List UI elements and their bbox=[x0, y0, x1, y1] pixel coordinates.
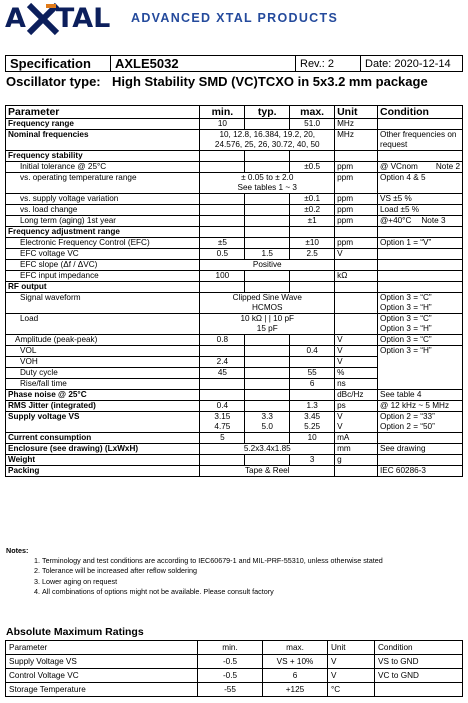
cell: Frequency range bbox=[6, 119, 200, 130]
cell: VS + 10% bbox=[263, 655, 328, 669]
cell: Enclosure (see drawing) (LxWxH) bbox=[6, 444, 200, 455]
cell bbox=[200, 130, 335, 151]
cell bbox=[335, 227, 378, 238]
note-item: 3. Lower aging on request bbox=[42, 577, 383, 587]
table-row bbox=[6, 216, 463, 227]
cell: 2.4 bbox=[200, 357, 245, 368]
cell: See table 4 bbox=[377, 390, 462, 401]
cell bbox=[200, 282, 245, 293]
cell: 45 bbox=[200, 368, 245, 379]
cell: RF output bbox=[6, 282, 200, 293]
cell-line: 10, 12.8, 16.384, 19.2, 20, bbox=[219, 130, 316, 139]
cell: kΩ bbox=[335, 271, 378, 282]
cell: EFC input impedance bbox=[6, 271, 200, 282]
cell: V bbox=[335, 346, 378, 357]
cell: RMS Jitter (integrated) bbox=[6, 401, 200, 412]
cell: EFC slope (Δf / ΔVC) bbox=[6, 260, 200, 271]
table-row bbox=[6, 293, 463, 314]
cell-text: Note 3 bbox=[421, 216, 446, 225]
cell: Frequency stability bbox=[6, 151, 200, 162]
parameter-table bbox=[5, 105, 463, 477]
cell: ppm bbox=[335, 205, 378, 216]
cell bbox=[375, 683, 463, 697]
cell bbox=[200, 216, 245, 227]
cell: 0.8 bbox=[200, 335, 245, 346]
revision: Rev.: 2 bbox=[296, 56, 361, 72]
table-row bbox=[6, 390, 463, 401]
note-item: 4. All combinations of options might not be available. Please consult factory bbox=[42, 587, 383, 597]
cell: 51.0 bbox=[290, 119, 335, 130]
cell: ±0.2 bbox=[290, 205, 335, 216]
cell-line: See tables 1 ~ 3 bbox=[237, 183, 297, 192]
cell: 55 bbox=[290, 368, 335, 379]
cell: Weight bbox=[6, 455, 200, 466]
cell: 5.2x3.4x1.85 bbox=[200, 444, 335, 455]
header-unit: Unit bbox=[335, 106, 378, 119]
header-max: max. bbox=[290, 106, 335, 119]
note-item: 1. Terminology and test conditions are according to IEC60679-1 and MIL-PRF-55310, unless otherwise stated bbox=[42, 556, 383, 566]
notes-title: Notes: bbox=[6, 546, 29, 555]
cell bbox=[245, 401, 290, 412]
cell-line: V bbox=[337, 412, 343, 421]
cell: vs. supply voltage variation bbox=[6, 194, 200, 205]
cell: % bbox=[335, 368, 378, 379]
cell: 10 bbox=[200, 119, 245, 130]
amr-row bbox=[6, 669, 463, 683]
cell: +125 bbox=[263, 683, 328, 697]
cell: Packing bbox=[6, 466, 200, 477]
cell-line: 5.0 bbox=[261, 422, 273, 431]
cell bbox=[200, 412, 245, 433]
cell: VC to GND bbox=[375, 669, 463, 683]
cell bbox=[245, 205, 290, 216]
cell bbox=[200, 227, 245, 238]
cell bbox=[245, 368, 290, 379]
cell bbox=[200, 390, 245, 401]
cell bbox=[377, 260, 462, 271]
cell: 10 bbox=[290, 433, 335, 444]
amr-table bbox=[5, 640, 463, 697]
cell-line: Option 3 = “C” bbox=[379, 314, 432, 323]
cell: 3 bbox=[290, 455, 335, 466]
cell-line: Option 3 = “H” bbox=[379, 303, 432, 312]
cell: V bbox=[328, 669, 375, 683]
amr-title: Absolute Maximum Ratings bbox=[6, 626, 144, 638]
table-row bbox=[6, 162, 463, 173]
cell: Tape & Reel bbox=[200, 466, 335, 477]
cell bbox=[245, 346, 290, 357]
cell: vs. operating temperature range bbox=[6, 173, 200, 194]
cell bbox=[245, 455, 290, 466]
cell: 2.5 bbox=[290, 249, 335, 260]
cell: 100 bbox=[200, 271, 245, 282]
cell bbox=[377, 151, 462, 162]
cell: Electronic Frequency Control (EFC) bbox=[6, 238, 200, 249]
table-row bbox=[6, 119, 463, 130]
cell: @ 12 kHz ~ 5 MHz bbox=[377, 401, 462, 412]
cell: 0.4 bbox=[200, 401, 245, 412]
cell bbox=[335, 466, 378, 477]
cell bbox=[377, 119, 462, 130]
cell bbox=[200, 379, 245, 390]
cell: ±10 bbox=[290, 238, 335, 249]
cell: Positive bbox=[200, 260, 335, 271]
cell: VS to GND bbox=[375, 655, 463, 669]
table-row bbox=[6, 260, 463, 271]
cell-line: Other frequencies on bbox=[379, 130, 457, 139]
cell bbox=[245, 335, 290, 346]
cell bbox=[377, 314, 462, 335]
cell: 6 bbox=[290, 379, 335, 390]
cell-line: Clipped Sine Wave bbox=[232, 293, 302, 302]
cell: mA bbox=[335, 433, 378, 444]
cell: ppm bbox=[335, 238, 378, 249]
cell-line: 3.3 bbox=[261, 412, 273, 421]
cell: MHz bbox=[335, 130, 378, 151]
cell: 0.4 bbox=[290, 346, 335, 357]
cell: ppm bbox=[335, 194, 378, 205]
amr-header: Condition bbox=[375, 641, 463, 655]
cell-text: @ VCnom bbox=[379, 162, 418, 171]
cell: Load bbox=[6, 314, 200, 335]
cell bbox=[377, 412, 462, 433]
oscillator-type-value: High Stability SMD (VC)TCXO in 5x3.2 mm package bbox=[112, 74, 428, 89]
cell bbox=[245, 194, 290, 205]
cell bbox=[335, 293, 378, 314]
cell: ns bbox=[335, 379, 378, 390]
cell bbox=[335, 151, 378, 162]
cell bbox=[290, 390, 335, 401]
cell: ±0.1 bbox=[290, 194, 335, 205]
header-condition: Condition bbox=[377, 106, 462, 119]
cell: ppm bbox=[335, 216, 378, 227]
cell bbox=[290, 227, 335, 238]
cell-line: 15 pF bbox=[256, 324, 278, 333]
cell-line: 4.75 bbox=[214, 422, 231, 431]
cell: Load ±5 % bbox=[377, 205, 462, 216]
cell: Initial tolerance @ 25°C bbox=[6, 162, 200, 173]
oscillator-type bbox=[6, 74, 428, 89]
cell-line: 3.15 bbox=[214, 412, 231, 421]
section-row bbox=[6, 151, 463, 162]
cell-line: V bbox=[337, 422, 343, 431]
cell: Storage Temperature bbox=[6, 683, 198, 697]
cell bbox=[377, 271, 462, 282]
table-row bbox=[6, 249, 463, 260]
cell-line: 24.576, 25, 26, 30.72, 40, 50 bbox=[214, 140, 320, 149]
cell bbox=[245, 216, 290, 227]
date: Date: 2020-12-14 bbox=[361, 56, 463, 72]
cell: Signal waveform bbox=[6, 293, 200, 314]
note-item: 2. Tolerance will be increased after reflow soldering bbox=[42, 566, 383, 576]
table-row bbox=[6, 130, 463, 151]
cell-line: ± 0.05 to ± 2.0 bbox=[241, 173, 294, 182]
header-parameter: Parameter bbox=[6, 106, 200, 119]
table-row bbox=[6, 173, 463, 194]
amr-header: min. bbox=[198, 641, 263, 655]
cell bbox=[245, 151, 290, 162]
cell: IEC 60286-3 bbox=[377, 466, 462, 477]
table-row bbox=[6, 335, 463, 346]
table-row bbox=[6, 433, 463, 444]
cell-line: request bbox=[379, 140, 408, 149]
cell: Frequency adjustment range bbox=[6, 227, 200, 238]
cell: Current consumption bbox=[6, 433, 200, 444]
table-row bbox=[6, 205, 463, 216]
cell: Long term (aging) 1st year bbox=[6, 216, 200, 227]
cell: °C bbox=[328, 683, 375, 697]
cell bbox=[200, 346, 245, 357]
part-number: AXLE5032 bbox=[111, 56, 296, 72]
cell bbox=[245, 433, 290, 444]
cell: ppm bbox=[335, 162, 378, 173]
cell-line: HCMOS bbox=[252, 303, 283, 312]
cell bbox=[377, 293, 462, 314]
cell bbox=[377, 216, 462, 227]
cell: 0.5 bbox=[200, 249, 245, 260]
cell bbox=[335, 412, 378, 433]
cell: ±0.5 bbox=[290, 162, 335, 173]
cell: Option 3 = “H” bbox=[377, 346, 462, 390]
amr-header: max. bbox=[263, 641, 328, 655]
cell: 1.5 bbox=[245, 249, 290, 260]
table-row bbox=[6, 401, 463, 412]
spec-label: Specification bbox=[6, 56, 111, 72]
cell: -0.5 bbox=[198, 655, 263, 669]
table-row bbox=[6, 444, 463, 455]
table-row bbox=[6, 314, 463, 335]
cell bbox=[377, 433, 462, 444]
cell: Option 4 & 5 bbox=[377, 173, 462, 194]
cell bbox=[245, 390, 290, 401]
cell bbox=[245, 379, 290, 390]
cell: vs. load change bbox=[6, 205, 200, 216]
cell bbox=[200, 151, 245, 162]
cell: ±1 bbox=[290, 216, 335, 227]
cell bbox=[290, 282, 335, 293]
table-header-row bbox=[6, 106, 463, 119]
cell: ps bbox=[335, 401, 378, 412]
cell bbox=[200, 162, 245, 173]
cell-text: Note 2 bbox=[435, 162, 460, 171]
cell: Nominal frequencies bbox=[6, 130, 200, 151]
cell: MHz bbox=[335, 119, 378, 130]
amr-header: Unit bbox=[328, 641, 375, 655]
cell: ppm bbox=[335, 173, 378, 194]
cell-text: @+40°C bbox=[379, 216, 412, 225]
table-row bbox=[6, 346, 463, 357]
cell bbox=[335, 282, 378, 293]
cell: g bbox=[335, 455, 378, 466]
cell bbox=[200, 205, 245, 216]
table-row bbox=[6, 271, 463, 282]
cell bbox=[200, 314, 335, 335]
cell: V bbox=[335, 357, 378, 368]
cell: ±5 bbox=[200, 238, 245, 249]
cell: Phase noise @ 25°C bbox=[6, 390, 200, 401]
cell-line: Option 2 = “33” bbox=[379, 412, 435, 421]
table-row bbox=[6, 412, 463, 433]
cell bbox=[200, 194, 245, 205]
cell bbox=[377, 282, 462, 293]
tagline: ADVANCED XTAL PRODUCTS bbox=[131, 11, 339, 25]
cell bbox=[377, 162, 462, 173]
cell bbox=[335, 260, 378, 271]
cell bbox=[245, 282, 290, 293]
cell: Supply voltage VS bbox=[6, 412, 200, 433]
cell: mm bbox=[335, 444, 378, 455]
cell bbox=[377, 227, 462, 238]
cell: 5 bbox=[200, 433, 245, 444]
table-row bbox=[6, 194, 463, 205]
cell-line: 10 kΩ | | 10 pF bbox=[240, 314, 295, 323]
cell: dBc/Hz bbox=[335, 390, 378, 401]
cell bbox=[290, 335, 335, 346]
cell: VOH bbox=[6, 357, 200, 368]
cell bbox=[377, 455, 462, 466]
cell: V bbox=[335, 335, 378, 346]
cell bbox=[245, 119, 290, 130]
cell-line: 5.25 bbox=[304, 422, 321, 431]
cell: Rise/fall time bbox=[6, 379, 200, 390]
cell: See drawing bbox=[377, 444, 462, 455]
cell bbox=[377, 249, 462, 260]
cell bbox=[245, 357, 290, 368]
cell-line: 3.45 bbox=[304, 412, 321, 421]
section-row bbox=[6, 227, 463, 238]
cell: 6 bbox=[263, 669, 328, 683]
cell bbox=[290, 357, 335, 368]
table-row bbox=[6, 455, 463, 466]
cell bbox=[245, 162, 290, 173]
cell: Option 3 = “C” bbox=[377, 335, 462, 346]
cell bbox=[290, 412, 335, 433]
table-row bbox=[6, 238, 463, 249]
cell bbox=[200, 173, 335, 194]
section-row bbox=[6, 282, 463, 293]
cell: Duty cycle bbox=[6, 368, 200, 379]
cell bbox=[290, 151, 335, 162]
amr-header: Parameter bbox=[6, 641, 198, 655]
cell: -0.5 bbox=[198, 669, 263, 683]
cell-line: Option 3 = “H” bbox=[379, 324, 432, 333]
cell bbox=[245, 227, 290, 238]
amr-row bbox=[6, 655, 463, 669]
header-min: min. bbox=[200, 106, 245, 119]
cell bbox=[335, 314, 378, 335]
cell: 1.3 bbox=[290, 401, 335, 412]
oscillator-type-label: Oscillator type: bbox=[6, 74, 101, 89]
cell bbox=[245, 412, 290, 433]
cell bbox=[200, 455, 245, 466]
notes bbox=[6, 546, 383, 597]
cell: Supply Voltage VS bbox=[6, 655, 198, 669]
cell-line: Option 2 = “50” bbox=[379, 422, 435, 431]
cell: V bbox=[335, 249, 378, 260]
logo-text: A TAL bbox=[5, 3, 111, 34]
cell bbox=[377, 130, 462, 151]
cell: Amplitude (peak-peak) bbox=[6, 335, 200, 346]
cell bbox=[245, 238, 290, 249]
cell bbox=[290, 271, 335, 282]
cell-line: Option 3 = “C” bbox=[379, 293, 432, 302]
cell: Control Voltage VC bbox=[6, 669, 198, 683]
cell: Option 1 = “V” bbox=[377, 238, 462, 249]
cell bbox=[200, 293, 335, 314]
spec-header bbox=[5, 55, 463, 72]
cell: EFC voltage VC bbox=[6, 249, 200, 260]
amr-row bbox=[6, 683, 463, 697]
amr-header-row bbox=[6, 641, 463, 655]
cell: -55 bbox=[198, 683, 263, 697]
cell bbox=[245, 271, 290, 282]
table-row bbox=[6, 466, 463, 477]
header-typ: typ. bbox=[245, 106, 290, 119]
cell: VOL bbox=[6, 346, 200, 357]
cell: V bbox=[328, 655, 375, 669]
cell: VS ±5 % bbox=[377, 194, 462, 205]
